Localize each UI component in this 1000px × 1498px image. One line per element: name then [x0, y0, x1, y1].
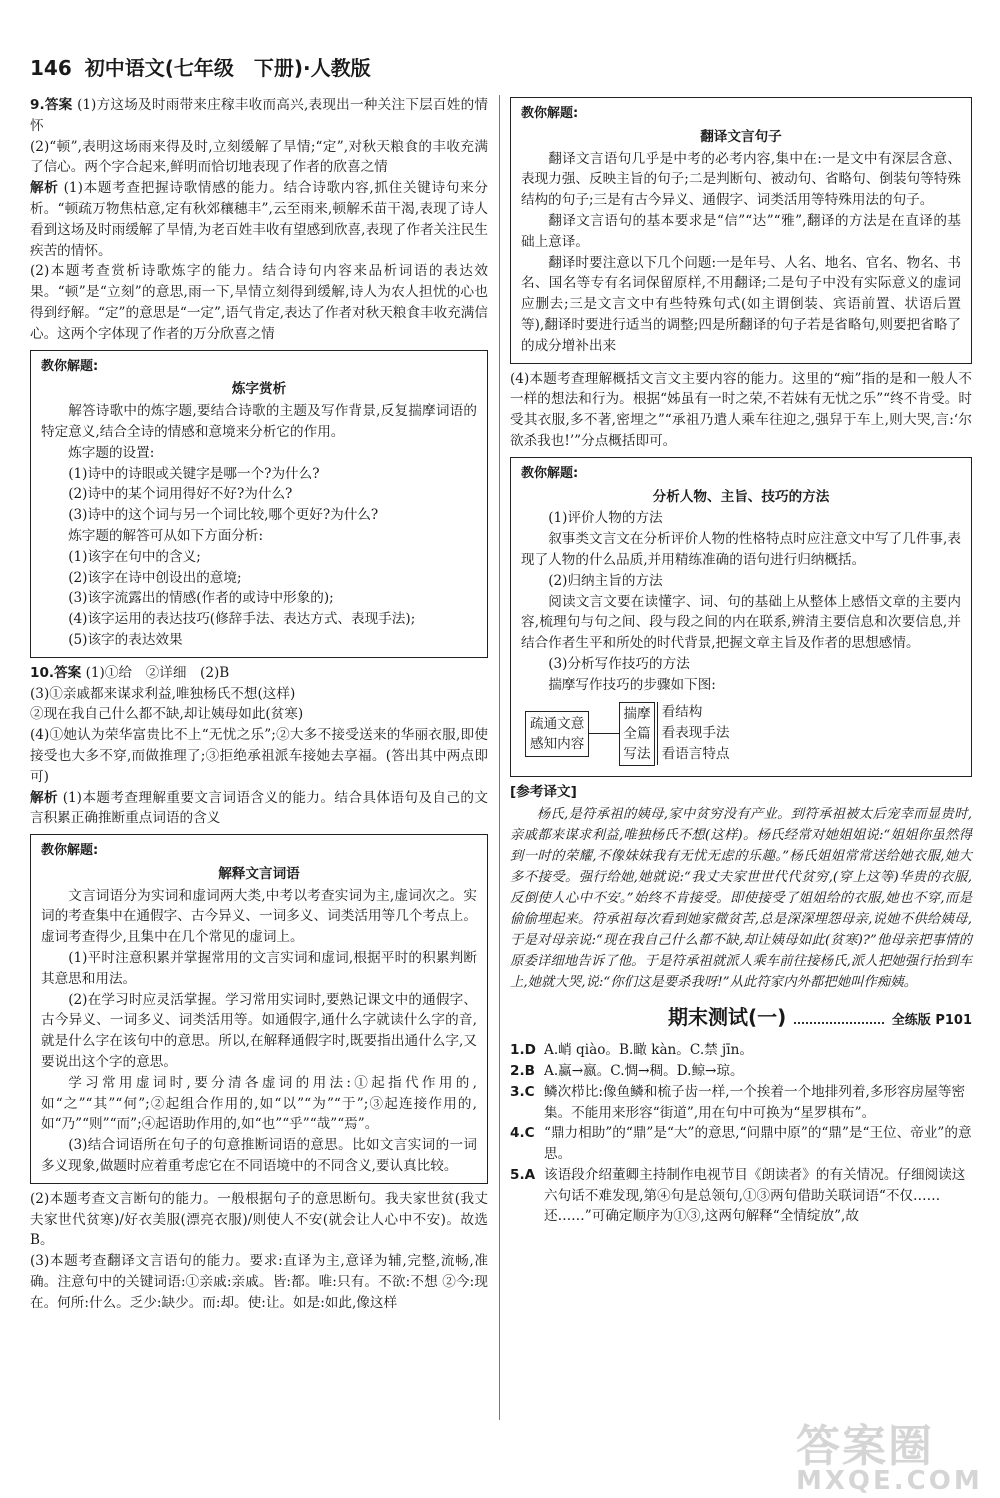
answer-list: [510, 1040, 972, 1227]
tip-list-item: (3)该字流露出的情感(作者的或诗中形象的);: [68, 590, 334, 607]
tip-paragraph: 阅读文言文要在读懂字、词、句的基础上从整体上感悟文章的主要内容,梳理句与句之间、段与段之间的内在联系,辨清主要信息和次要信息,并结合作者生平和所处的时代背景,把握文章主旨及作者的思想感情。: [521, 593, 961, 652]
q10-analysis-4: (4)本题考查理解概括文言文主要内容的能力。这里的“痴”指的是和一般人不一样的想法和行为。根据“姊虽有一时之荣,不若妹有无忧之乐”“终不肯受。时受其衣服,多不著,密埋之”“承祖乃遣人乘车往迎之,强舁于车上,则大哭,言:‘尔欲杀我也!’”分点概括即可。: [510, 370, 972, 449]
answer-text: A.峭 qiào。B.瞰 kàn。C.禁 jīn。: [544, 1042, 753, 1059]
q10-analysis-2: (2)本题考查文言断句的能力。一般根据句子的意思断句。我夫家世贫(我丈夫家世代贫寒)/好衣美服(漂亮衣服)/则使人不安(就会让人心中不安)。故选B。: [30, 1190, 488, 1249]
q9-analysis-1: 解析 (1)本题考查把握诗歌情感的能力。结合诗歌内容,抓住关键诗句来分析。“顿疏万物焦枯意,定有秋郊穰穗丰”,云至雨来,顿解禾苗干渴,表现了诗人看到这场及时雨缓解了旱情,为老百姓丰收有望感到欣喜,表现了作者关注民生疾苦的情怀。: [30, 180, 489, 259]
tip-list-item: (1)该字在句中的含义;: [68, 548, 201, 565]
section-title: 期末测试(一): [668, 1005, 787, 1030]
tip-paragraph: 文言词语分为实词和虚词两大类,中考以考查实词为主,虚词次之。实词的考查集中在通假字、古今异义、一词多义、词类活用等几个考点上。虚词考查得少,且集中在几个常见的虚词上。: [41, 887, 477, 946]
tip-list-item: (2)诗中的某个词用得好不好?为什么?: [68, 486, 293, 503]
tip-paragraph: 叙事类文言文在分析评价人物的性格特点时应注意文中写了几件事,表现了人物的什么品质,并用精练准确的语句进行归纳概括。: [521, 531, 961, 568]
answer-text: 鳞次栉比:像鱼鳞和梳子齿一样,一个挨着一个地排列着,多形容房屋等密集。不能用来形容“街道”,用在句中可换为“星罗棋布”。: [544, 1083, 966, 1121]
tip-paragraph: 解答诗歌中的炼字题,要结合诗歌的主题及写作背景,反复揣摩词语的特定意义,结合全诗的情感和意境来分析它的作用。: [41, 403, 477, 440]
q9-analysis-2: (2)本题考查赏析诗歌炼字的能力。结合诗句内容来品析词语的表达效果。“顿”是“立刻”的意思,雨一下,旱情立刻得到缓解,诗人为农人担忧的心也得到纾解。“定”的意思是“一定”,语气肯定,表达了作者对秋天粮食丰收充满信心。这两个字体现了作者的万分欣喜之情: [30, 263, 488, 342]
answer-number: 3.C: [510, 1083, 535, 1100]
page-number: 146: [30, 56, 72, 80]
diagram-start-box: 疏通文意 感知内容: [525, 711, 589, 757]
tip-paragraph: 翻译文言语句的基本要求是“信”“达”“雅”,翻译的方法是在直译的基础上意译。: [521, 212, 961, 250]
tip-box-ciyu: [30, 834, 488, 1184]
tip-paragraph: (1)评价人物的方法: [548, 510, 663, 527]
answer-number: 4.C: [510, 1125, 535, 1142]
answer-text: 该语段介绍董卿主持制作电视节目《朗读者》的有关情况。仔细阅读这六句话不难发现,第④句是总领句,①③两句借助关联词语“不仅……还……”可确定顺序为①③,这两句解释“全情绽放”,故: [544, 1166, 966, 1225]
dotted-leader: [794, 1022, 884, 1024]
tip-paragraph: (1)平时注意积累并掌握常用的文言实词和虚词,根据平时的积累判断其意思和用法。: [41, 950, 477, 987]
tip-paragraph: (3)结合词语所在句子的句意推断词语的意思。比如文言实词的一词多义现象,做题时应着重考虑它在不同语境中的不同含义,要认真比较。: [41, 1137, 477, 1175]
tip-box-fenxi: [510, 457, 972, 777]
q9-label: 9.答案: [30, 97, 73, 113]
tip-box-title: 翻译文言句子: [700, 128, 782, 145]
tip-list-item: (5)该字的表达效果: [68, 631, 183, 648]
q10-analysis-3: (3)本题考查翻译文言语句的能力。要求:直译为主,意译为辅,完整,流畅,准确。注意句中的关键词语:①亲戚:亲戚。皆:都。唯:只有。不欲:不想 ②今:现在。何所:什么。乏少:缺少。而:却。使:让。如是:如此,像这样: [30, 1253, 488, 1311]
tip-box-heading: 教你解题:: [521, 106, 579, 121]
answer-item: [510, 1061, 972, 1082]
section-page-ref: 全练版 P101: [891, 1013, 972, 1029]
q10-answer-4: (4)①她认为荣华富贵比不上“无忧之乐”;②大多不接受送来的华丽衣服,即使接受也大多不穿,而做推理了;③拒绝承祖派车接她去享福。(答出其中两点即可): [30, 727, 488, 785]
left-column: [30, 95, 488, 1314]
tip-box-lianzi: [30, 350, 488, 658]
answer-number: 1.D: [510, 1042, 536, 1059]
book-title: 初中语文(七年级 下册)·人教版: [84, 56, 371, 80]
right-column: [510, 95, 972, 1227]
tip-box-title: 分析人物、主旨、技巧的方法: [652, 488, 830, 505]
page-header: [30, 52, 371, 81]
answer-item: [510, 1165, 972, 1227]
tip-list-item: (3)诗中的这个词与另一个词比较,哪个更好?为什么?: [68, 507, 379, 524]
tip-paragraph: 翻译时要注意以下几个问题:一是年号、人名、地名、官名、物名、书名、国名等专有名词保留原样,不用翻译;二是句子中没有实际意义的虚词应删去;三是文言文中有些特殊句式(如主谓倒装、宾语前置、状语后置等),翻译时要进行适当的调整;四是所翻译的句子若是省略句,则要把省略了的成分增补出来: [521, 254, 961, 354]
diagram-connector: [589, 733, 619, 734]
reference-translation-heading: [参考译文]: [510, 783, 577, 800]
answer-text: A.赢→嬴。C.惆→稠。D.鲸→琼。: [544, 1062, 744, 1079]
q9-answer-1: 9.答案 (1)方这场及时雨带来庄稼丰收而高兴,表现出一种关注下层百姓的情怀: [30, 97, 489, 134]
tip-paragraph: 学习常用虚词时,要分清各虚词的用法:①起指代作用的,如“之”“其”“何”;②起组合作用的,如“以”“为”“于”;③起连接作用的,如“乃”“则”“而”;④起语助作用的,如“也”“乎”“哉”“焉”。: [41, 1074, 477, 1133]
tip-box-title: 炼字赏析: [231, 381, 287, 398]
answer-text: “鼎力相助”的“鼎”是“大”的意思,“问鼎中原”的“鼎”是“王位、帝业”的意思。: [544, 1125, 972, 1163]
tip-paragraph: (3)分析写作技巧的方法: [548, 655, 690, 672]
section-heading: [510, 1007, 972, 1032]
column-divider: [499, 95, 500, 1420]
q10-answer-3: ②现在我自己什么都不缺,却让姨母如此(贫寒): [30, 706, 304, 723]
diagram-middle-box: 揣摩 全篇 写法: [619, 702, 654, 766]
answer-item: [510, 1040, 972, 1061]
q10-label: 10.答案: [30, 664, 82, 681]
tip-box-heading: 教你解题:: [41, 843, 99, 859]
watermark-logo: 答案圈 MXQE.COM: [796, 1421, 983, 1496]
tip-list-item: (4)该字运用的表达技巧(修辞手法、表达方式、表现手法);: [68, 611, 416, 628]
tip-box-fanyi: [510, 97, 972, 364]
tip-paragraph: 炼字题的解答可从如下方面分析:: [68, 527, 264, 544]
answer-number: 5.A: [510, 1166, 536, 1183]
tip-paragraph: (2)归纳主旨的方法: [548, 572, 663, 589]
tip-paragraph: 翻译文言语句几乎是中考的必考内容,集中在:一是文中有深层含意、表现力强、反映主旨的句子;二是判断句、被动句、省略句、倒装句等特殊结构的句子;三是有古今异义、通假字、词类活用等特殊用法的句子。: [521, 150, 961, 209]
tip-paragraph: 揣摩写作技巧的步骤如下图:: [548, 676, 716, 693]
tip-paragraph: 炼字题的设置:: [68, 444, 155, 461]
reference-translation: 杨氏,是符承祖的姨母,家中贫穷没有产业。到符承祖被太后宠幸而显贵时,亲戚都来谋求利益,唯独杨氏不想(这样)。杨氏经常对她姐姐说:“姐姐你虽然得到一时的荣耀,不像妹妹我有无忧无虑的乐趣。”杨氏姐姐常常送给她衣服,她大多不接受。强行给她,她就说:“我丈夫家世世代代贫穷,(穿上这等)华贵的衣服,反倒使人心中不安。”始终不肯接受。即使接受了姐姐给的衣服,她也不穿,而是偷偷埋起来。符承祖每次看到她家微贫苦,总是深深埋怨母亲,说她不供给姨母,于是对母亲说:“现在我自己什么都不缺,却让姨母如此(贫寒)?”他母亲把事情的原委详细地告诉了他。于是符承祖就派人乘车前往接杨氏,派人把她强行抬到车上,她就大哭,说:“你们这是要杀我呀!”从此符家内外都把她叫作痴姨。: [510, 807, 972, 991]
tip-list-item: (1)诗中的诗眼或关键字是哪一个?为什么?: [68, 465, 320, 482]
tip-list-item: (2)该字在诗中创设出的意境;: [68, 569, 242, 586]
tip-box-title: 解释文言词语: [218, 865, 300, 882]
diagram-branches: 看结构 看表现手法 看语言特点: [657, 702, 730, 765]
q10-answer-2: (3)①亲戚都来谋求利益,唯独杨氏不想(这样): [30, 685, 296, 702]
q10-answer-1: 10.答案 (1)①给 ②详细 (2)B: [30, 664, 230, 681]
answer-item: [510, 1082, 972, 1124]
tip-box-heading: 教你解题:: [41, 358, 99, 374]
answer-number: 2.B: [510, 1062, 535, 1079]
technique-flow-diagram: [525, 702, 961, 766]
tip-box-heading: 教你解题:: [521, 465, 579, 481]
tip-paragraph: (2)在学习时应灵活掌握。学习常用实词时,要熟记课文中的通假字、古今异义、一词多义、词类活用等。如通假字,通什么字就读什么字的音,就是什么字在该句中的意思。所以,在解释通假字时,既要指出通什么字,又要说出这个字的意思。: [41, 991, 477, 1071]
q10-analysis-1: 解析 (1)本题考查理解重要文言词语含义的能力。结合具体语句及自己的文言积累正确推断重点词语的含义: [30, 789, 488, 827]
answer-item: [510, 1123, 972, 1165]
q9-answer-2: (2)“顿”,表明这场雨来得及时,立刻缓解了旱情;“定”,对秋天粮食的丰收充满了信心。两个字合起来,鲜明而恰切地表现了作者的欣喜之情: [30, 138, 488, 176]
